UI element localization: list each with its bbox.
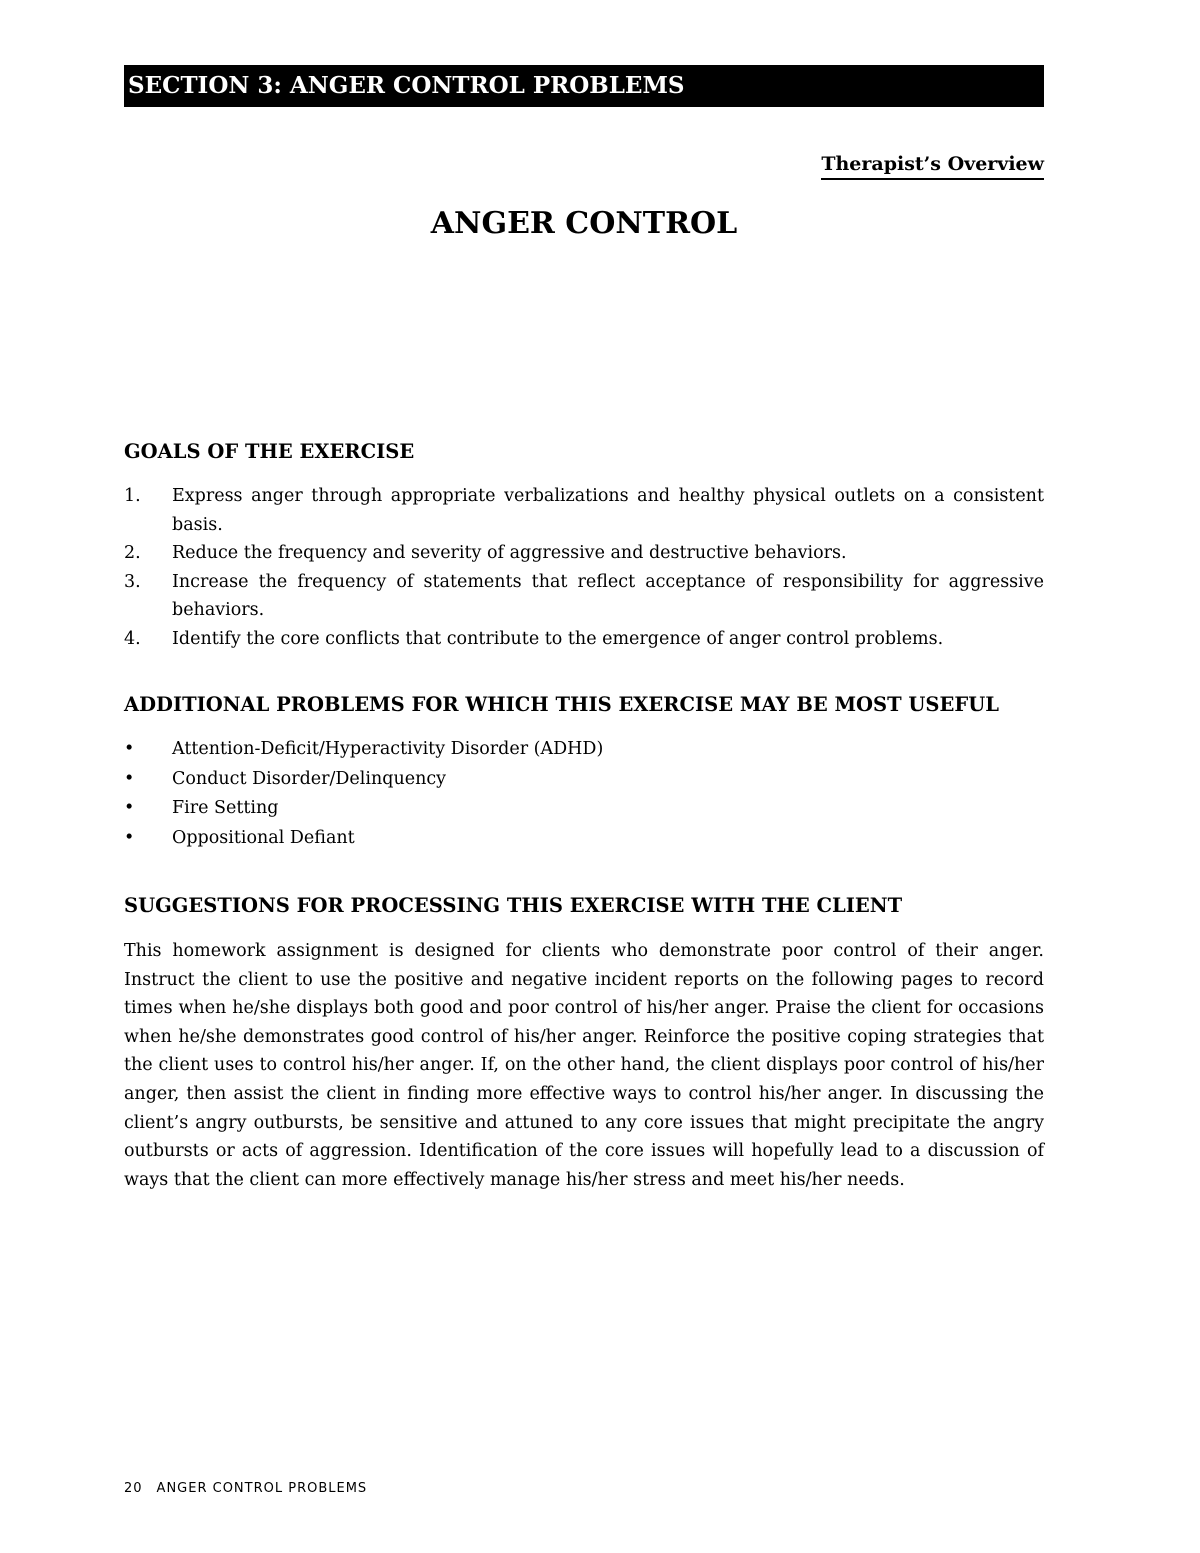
list-item [124, 794, 1044, 824]
goal-item [124, 539, 1044, 568]
additional-problems-list [124, 735, 1044, 853]
running-title: ANGER CONTROL PROBLEMS [156, 1481, 368, 1496]
goal-text: Identify the core conflicts that contribute to the emergence of anger control problems. [172, 628, 944, 649]
additional-problems-heading: ADDITIONAL PROBLEMS FOR WHICH THIS EXERCISE MAY BE MOST USEFUL [124, 693, 999, 716]
bullet: • [124, 739, 135, 759]
problem-text: Attention-Deficit/Hyperactivity Disorder (ADHD) [172, 739, 604, 759]
page-number: 20 [124, 1481, 143, 1496]
bullet: • [124, 768, 135, 789]
problem-text: Fire Setting [172, 798, 279, 818]
goal-text: Increase the frequency of statements that reflect acceptance of responsibility for aggressive behaviors. [172, 571, 1044, 620]
bullet: • [124, 827, 135, 848]
list-item [124, 735, 1044, 765]
goal-number: 4. [124, 628, 141, 649]
list-item [124, 824, 1044, 854]
suggestions-heading: SUGGESTIONS FOR PROCESSING THIS EXERCISE WITH THE CLIENT [124, 894, 903, 917]
goal-number: 3. [124, 571, 141, 592]
page-footer [124, 1481, 367, 1496]
suggestions-paragraph: This homework assignment is designed for clients who demonstrate poor control of their anger. Instruct the client to use the positive and negative incident reports on the following pages to record times when he/she displays both good and poor control of his/her anger. Praise the client for occasions when he/she demonstrates good control of his/her anger. Reinforce the positive coping strategies that the client uses to control his/her anger. If, on the other hand, the client displays poor control of his/her anger, then assist the client in finding more effective ways to control his/her anger. In discussing the client’s angry outbursts, be sensitive and attuned to any core issues that might precipitate the angry outbursts or acts of aggression. Identification of the core issues will hopefully lead to a discussion of ways that the client can more effectively manage his/her stress and meet his/her needs. [124, 941, 1044, 1190]
goal-number: 1. [124, 486, 141, 506]
page-title: ANGER CONTROL [430, 206, 738, 241]
overview-label: Therapist’s Overview [821, 153, 1044, 180]
goal-text: Express anger through appropriate verbalizations and healthy physical outlets on a consistent basis. [172, 486, 1044, 535]
goal-item [124, 625, 1044, 654]
goal-item [124, 568, 1044, 625]
bullet: • [124, 798, 135, 818]
goals-heading: GOALS OF THE EXERCISE [124, 440, 415, 463]
goal-number: 2. [124, 543, 141, 563]
problem-text: Oppositional Defiant [172, 827, 355, 848]
goal-text: Reduce the frequency and severity of aggressive and destructive behaviors. [172, 543, 847, 563]
list-item [124, 765, 1044, 795]
goal-item [124, 482, 1044, 539]
goals-list [124, 482, 1044, 653]
problem-text: Conduct Disorder/Delinquency [172, 768, 447, 789]
section-header: SECTION 3: ANGER CONTROL PROBLEMS [124, 65, 1044, 107]
